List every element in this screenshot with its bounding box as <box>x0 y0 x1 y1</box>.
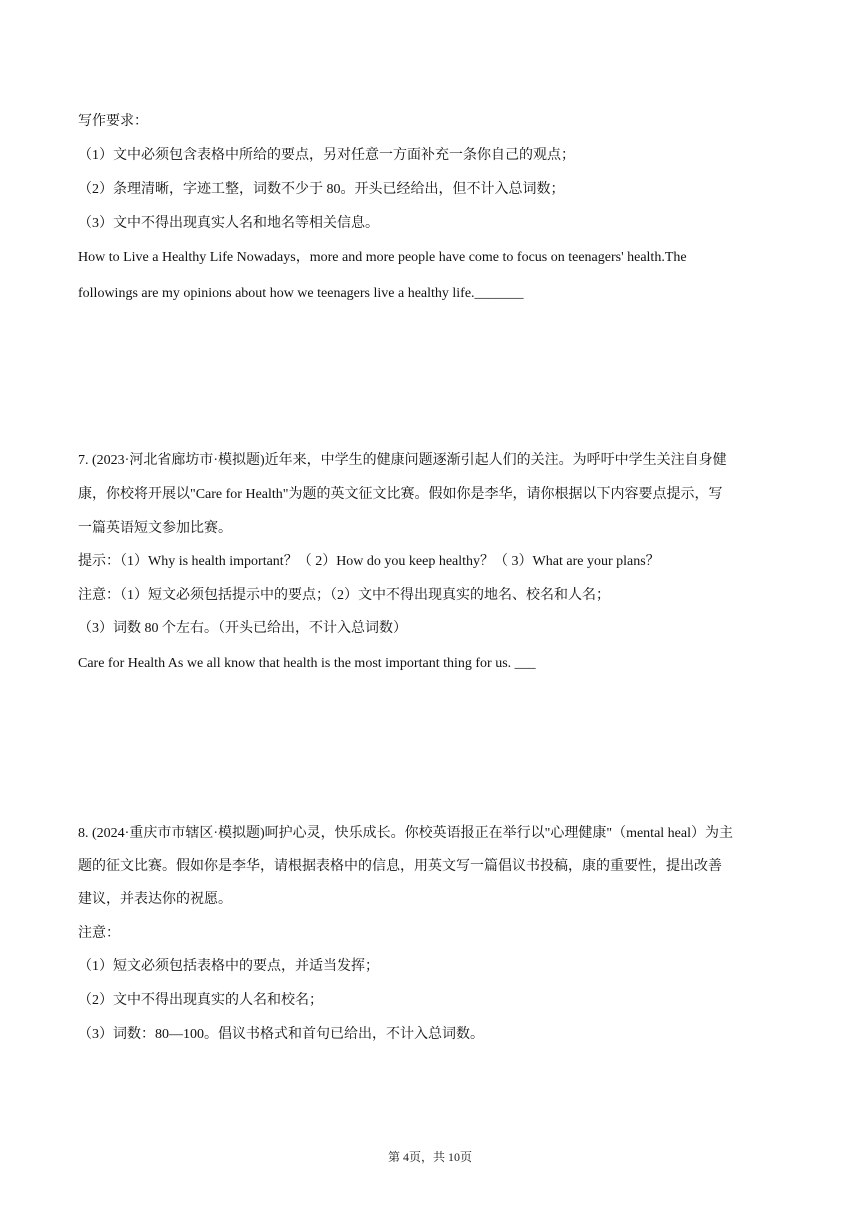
question7-hints: 提示：（1）Why is health important？（ 2）How do you keep healthy？（ 3）What are your plans？ <box>78 554 660 569</box>
question8-prompt-line-2: 题的征文比赛。假如你是李华，请根据表格中的信息，用英文写一篇倡议书投稿，康的重要性，提出改善 <box>78 859 722 874</box>
question8-prompt-line-3: 建议，并表达你的祝愿。 <box>78 892 232 907</box>
question7-prompt-line-2: 康，你校将开展以"Care for Health"为题的英文征文比赛。假如你是李华，请你根据以下内容要点提示，写 <box>78 487 723 502</box>
section6-requirements-title: 写作要求： <box>78 114 148 129</box>
question8-prompt-line-1: 8. (2024·重庆市市辖区·模拟题)呵护心灵，快乐成长。你校英语报正在举行以"心理健康"（mental heal）为主 <box>78 826 733 841</box>
section6-opening-line-1: How to Live a Healthy Life Nowadays，more and more people have come to focus on teenagers' health.The <box>78 250 687 265</box>
question8-note-3: （3）词数：80—100。倡议书格式和首句已给出，不计入总词数。 <box>78 1027 484 1042</box>
question8-note-2: （2）文中不得出现真实的人名和校名； <box>78 993 323 1008</box>
section6-requirement-3: （3）文中不得出现真实人名和地名等相关信息。 <box>78 216 379 231</box>
page-number-footer: 第 4页，共 10页 <box>387 1150 472 1164</box>
question7-opening: Care for Health As we all know that health is the most important thing for us. ___ <box>78 656 536 671</box>
question7-notes-1: 注意：（1）短文必须包括提示中的要点；（2）文中不得出现真实的地名、校名和人名； <box>78 588 610 603</box>
question8-note-1: （1）短文必须包括表格中的要点，并适当发挥； <box>78 959 379 974</box>
question7-prompt-line-3: 一篇英语短文参加比赛。 <box>78 521 232 536</box>
question7-prompt-line-1: 7. (2023·河北省廊坊市·模拟题)近年来，中学生的健康问题逐渐引起人们的关注。为呼吁中学生关注自身健 <box>78 453 727 468</box>
question8-notes-title: 注意： <box>78 926 120 941</box>
section6-requirement-1: （1）文中必须包含表格中所给的要点，另对任意一方面补充一条你自己的观点； <box>78 148 575 163</box>
section6-requirement-2: （2）条理清晰，字迹工整，词数不少于 80。开头已经给出，但不计入总词数； <box>78 182 565 197</box>
question7-notes-2: （3）词数 80 个左右。（开头已给出，不计入总词数） <box>78 621 407 636</box>
section6-opening-line-2: followings are my opinions about how we teenagers live a healthy life._______ <box>78 286 524 301</box>
